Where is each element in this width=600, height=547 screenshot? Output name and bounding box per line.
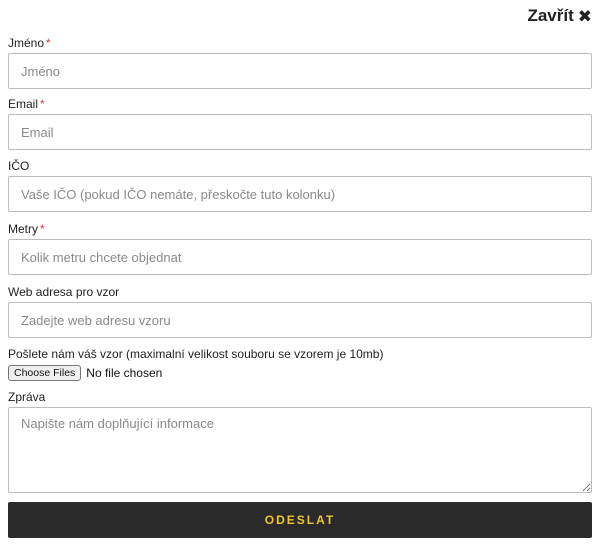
meters-label: Metry * [8, 222, 45, 236]
message-label: Zpráva [8, 390, 46, 404]
close-label: Zavřít [527, 6, 574, 25]
website-input[interactable] [8, 302, 592, 338]
meters-input[interactable] [8, 239, 592, 275]
message-textarea[interactable] [8, 407, 592, 493]
message-field-group [8, 390, 592, 493]
submit-button[interactable]: ODESLAT [8, 502, 592, 538]
required-mark: * [46, 36, 51, 50]
file-upload [8, 364, 592, 382]
close-x-icon: ✖ [577, 6, 592, 26]
required-mark: * [40, 222, 45, 236]
meters-field-group [8, 222, 592, 275]
name-label: Jméno * [8, 36, 51, 50]
email-input[interactable] [8, 114, 592, 150]
file-label: Pošlete nám váš vzor (maximalní velikost souboru se vzorem je 10mb) [8, 347, 384, 361]
website-label: Web adresa pro vzor [8, 285, 120, 299]
email-label: Email * [8, 97, 45, 111]
file-status: No file chosen [86, 366, 163, 380]
ico-label: IČO [8, 159, 30, 173]
choose-files-button[interactable]: Choose Files [8, 365, 81, 381]
website-field-group [8, 285, 592, 338]
required-mark: * [40, 97, 45, 111]
ico-field-group [8, 159, 592, 212]
name-field-group [8, 36, 592, 89]
ico-input[interactable] [8, 176, 592, 212]
file-field-group [8, 347, 592, 382]
email-field-group [8, 97, 592, 150]
name-input[interactable] [8, 53, 592, 89]
close-button[interactable] [527, 6, 592, 26]
